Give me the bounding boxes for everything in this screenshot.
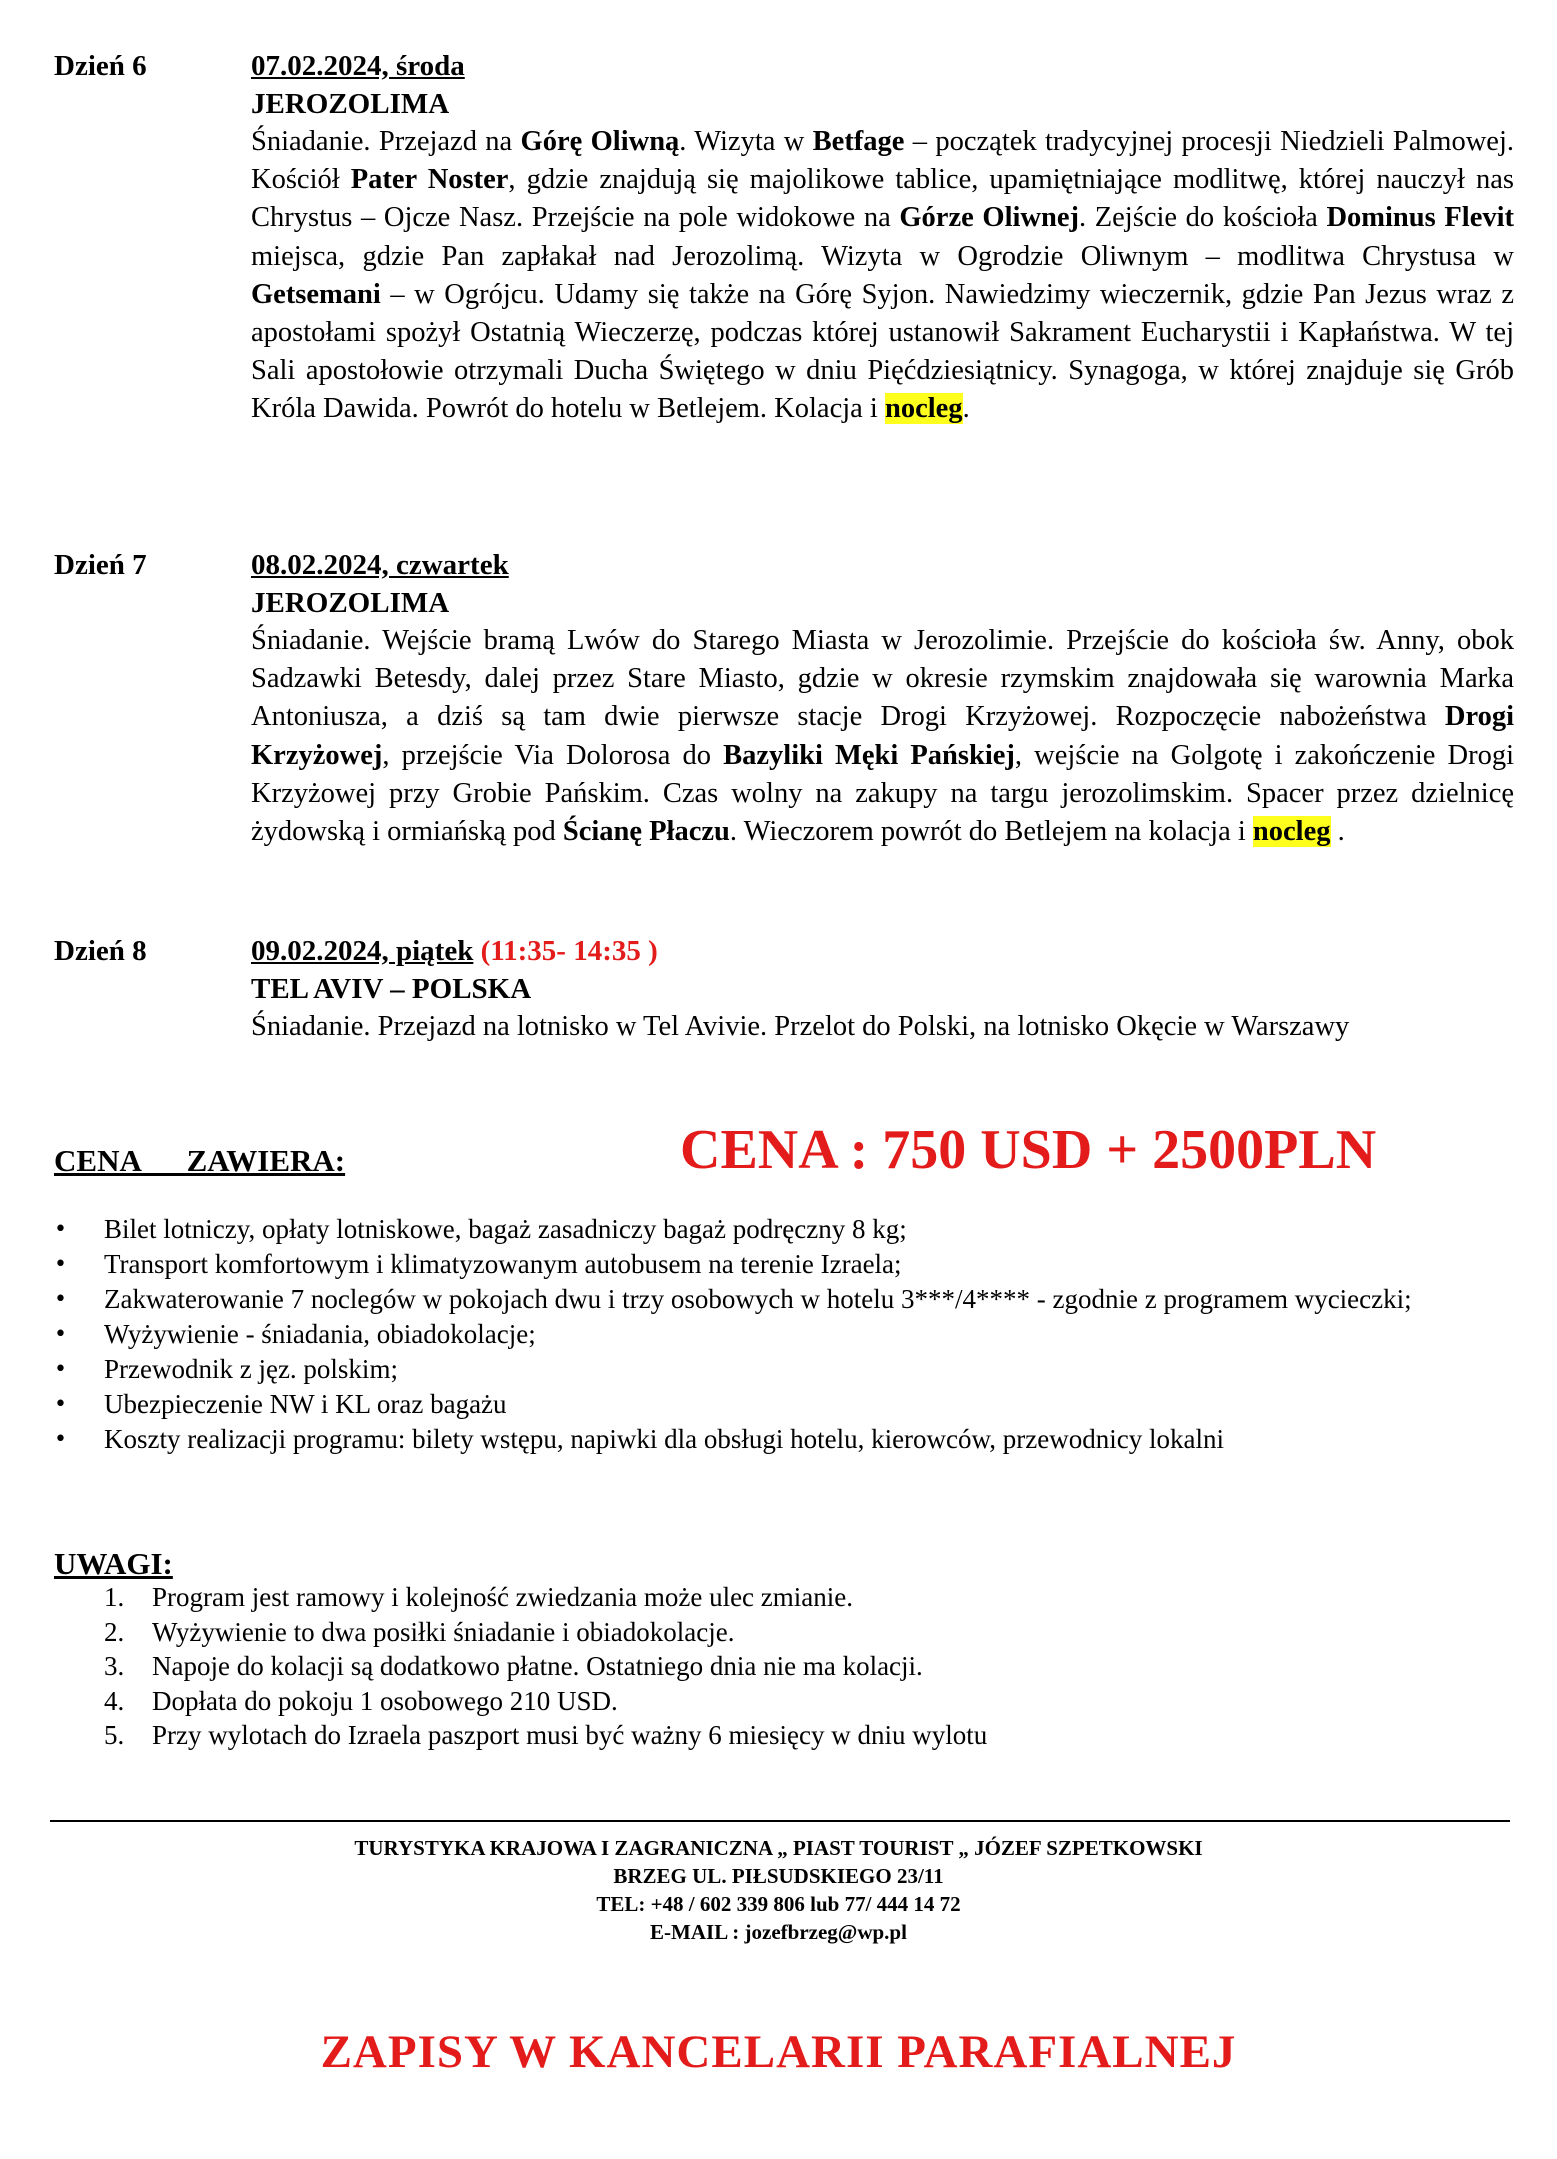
list-item xyxy=(104,1580,987,1615)
list-number: 4. xyxy=(104,1685,125,1716)
list-number: 5. xyxy=(104,1720,125,1750)
day-label: Dzień 6 xyxy=(54,50,147,82)
list-item-text: Bilet lotniczy, opłaty lotniskowe, bagaż zasadniczy bagaż podręczny 8 kg; xyxy=(104,1214,907,1244)
list-item xyxy=(54,1422,1494,1457)
footer xyxy=(0,1834,1557,1946)
bullet-icon: • xyxy=(54,1322,67,1347)
notes-heading: UWAGI: xyxy=(54,1546,173,1581)
bold-text: Drogi Krzyżowej xyxy=(251,701,1514,771)
company-phone: TEL: +48 / 602 339 806 lub 77/ 444 14 72 xyxy=(596,1892,961,1916)
list-item xyxy=(54,1247,1494,1282)
day-body xyxy=(251,932,1514,1046)
list-item-text: Dopłata do pokoju 1 osobowego 210 USD. xyxy=(152,1685,618,1716)
price-amount: CENA : 750 USD + 2500PLN xyxy=(680,1119,1377,1181)
list-item xyxy=(54,1282,1494,1317)
bold-text: Getsemani xyxy=(251,278,381,310)
list-item xyxy=(104,1684,987,1719)
day-description: Śniadanie. Wejście bramą Lwów do Starego Miasta w Jerozolimie. Przejście do kościoła św. Anny, obok Sadzawki Betesdy, dalej przez Stare Miasto, gdzie w okresie rzymskim znajdowała się warownia Marka Antoniusza, a dziś są tam dwie pierwsze stacje Drogi Krzyżowej. Rozpoczęcie nabożeństwa Drogi Krzyżowej, przejście Via Dolorosa do Bazyliki Męki Pańskiej, wejście na Golgotę i zakończenie Drogi Krzyżowej przy Grobie Pańskim. Czas wolny na zakupy na targu jerozolimskim. Spacer przez dzielnicę żydowską i ormiańską pod Ścianę Płaczu. Wieczorem powrót do Betlejem na kolacja i nocleg . xyxy=(251,625,1515,848)
bold-text: Bazyliki Męki Pańskiej xyxy=(723,739,1015,771)
list-item-text: Program jest ramowy i kolejność zwiedzania może ulec zmianie. xyxy=(152,1582,853,1612)
list-item xyxy=(104,1615,987,1650)
included-heading: CENA ZAWIERA: xyxy=(54,1143,346,1178)
list-item-text: Transport komfortowym i klimatyzowanym autobusem na terenie Izraela; xyxy=(104,1249,902,1279)
day-label: Dzień 8 xyxy=(54,935,147,967)
day-body xyxy=(251,546,1514,851)
highlighted-text: nocleg xyxy=(1252,816,1331,848)
day-description: Śniadanie. Przejazd na lotnisko w Tel Avivie. Przelot do Polski, na lotnisko Okęcie w Warszawy xyxy=(251,1011,1350,1042)
day-date-text: 07.02.2024, środa xyxy=(251,50,465,82)
list-item xyxy=(54,1212,1494,1247)
bold-text: Ścianę Płaczu xyxy=(562,816,730,848)
signup-notice: ZAPISY W KANCELARII PARAFIALNEJ xyxy=(320,2026,1237,2078)
list-item xyxy=(104,1649,987,1684)
list-item-text: Zakwaterowanie 7 noclegów w pokojach dwu i trzy osobowych w hotelu 3***/4**** - zgodnie z programem wycieczki; xyxy=(104,1284,1412,1314)
list-item-text: Wyżywienie - śniadania, obiadokolacje; xyxy=(104,1319,536,1349)
list-item xyxy=(104,1718,987,1753)
company-name: TURYSTYKA KRAJOWA I ZAGRANICZNA „ PIAST TOURIST „ JÓZEF SZPETKOWSKI xyxy=(354,1836,1203,1860)
list-number: 3. xyxy=(104,1651,125,1681)
bold-text: Górę Oliwną xyxy=(520,126,680,157)
company-email: E-MAIL : jozefbrzeg@wp.pl xyxy=(650,1920,907,1944)
included-list xyxy=(54,1212,1494,1457)
bullet-icon: • xyxy=(54,1252,67,1277)
day-date xyxy=(251,47,1514,85)
bold-text: Dominus Flevit xyxy=(1326,202,1514,234)
list-item-text: Ubezpieczenie NW i KL oraz bagażu xyxy=(104,1389,507,1419)
day-city: TEL AVIV – POLSKA xyxy=(251,973,532,1005)
list-number: 1. xyxy=(104,1582,125,1612)
notes-list xyxy=(104,1580,987,1753)
day-city: JEROZOLIMA xyxy=(251,88,450,120)
day-description: Śniadanie. Przejazd na Górę Oliwną. Wizyta w Betfage – początek tradycyjnej procesji Niedzieli Palmowej. Kościół Pater Noster, gdzie znajdują się majolikowe tablice, upamiętniające modlitwę, której nauczył nas Chrystus – Ojcze Nasz. Przejście na pole widokowe na Górze Oliwnej. Zejście do kościoła Dominus Flevit miejsca, gdzie Pan zapłakał nad Jerozolimą. Wizyta w Ogrodzie Oliwnym – modlitwa Chrystusa w Getsemani – w Ogrójcu. Udamy się także na Górę Syjon. Nawiedzimy wieczernik, gdzie Pan Jezus wraz z apostołami spożył Ostatnią Wieczerzę, podczas której ustanowił Sakrament Eucharystii i Kapłaństwa. W tej Sali apostołowie otrzymali Ducha Świętego w dniu Pięćdziesiątnicy. Synagoga, w której znajduje się Grób Króla Dawida. Powrót do hotelu w Betlejem. Kolacja i nocleg. xyxy=(251,126,1514,425)
footer-divider xyxy=(50,1820,1510,1822)
list-item-text: Koszty realizacji programu: bilety wstępu, napiwki dla obsługi hotelu, kierowców, przewodnicy lokalni xyxy=(104,1424,1224,1454)
day-date-text: 09.02.2024, piątek xyxy=(251,935,474,967)
day-date xyxy=(251,932,1514,970)
day-date-text: 08.02.2024, czwartek xyxy=(251,549,509,581)
day-label: Dzień 7 xyxy=(54,549,147,581)
bullet-icon: • xyxy=(54,1217,67,1242)
bullet-icon: • xyxy=(54,1287,67,1312)
day-city: JEROZOLIMA xyxy=(251,587,450,619)
day-body xyxy=(251,47,1514,429)
list-item xyxy=(54,1387,1494,1422)
list-item-text: Napoje do kolacji są dodatkowo płatne. Ostatniego dnia nie ma kolacji. xyxy=(152,1651,923,1681)
bullet-icon: • xyxy=(54,1427,67,1452)
list-number: 2. xyxy=(104,1616,125,1647)
list-item xyxy=(54,1317,1494,1352)
bold-text: Górze Oliwnej xyxy=(899,202,1079,234)
bullet-icon: • xyxy=(54,1392,67,1417)
day-date xyxy=(251,546,1514,584)
bullet-icon: • xyxy=(54,1357,67,1382)
bold-text: Betfage xyxy=(812,126,905,157)
list-item-text: Wyżywienie to dwa posiłki śniadanie i obiadokolacje. xyxy=(152,1616,735,1647)
highlighted-text: nocleg xyxy=(884,393,963,425)
company-address: BRZEG UL. PIŁSUDSKIEGO 23/11 xyxy=(613,1864,944,1888)
list-item-text: Przy wylotach do Izraela paszport musi być ważny 6 miesięcy w dniu wylotu xyxy=(152,1720,988,1750)
list-item xyxy=(54,1352,1494,1387)
flight-time: (11:35- 14:35 ) xyxy=(473,935,658,967)
list-item-text: Przewodnik z jęz. polskim; xyxy=(104,1354,398,1384)
bold-text: Pater Noster xyxy=(350,164,509,196)
